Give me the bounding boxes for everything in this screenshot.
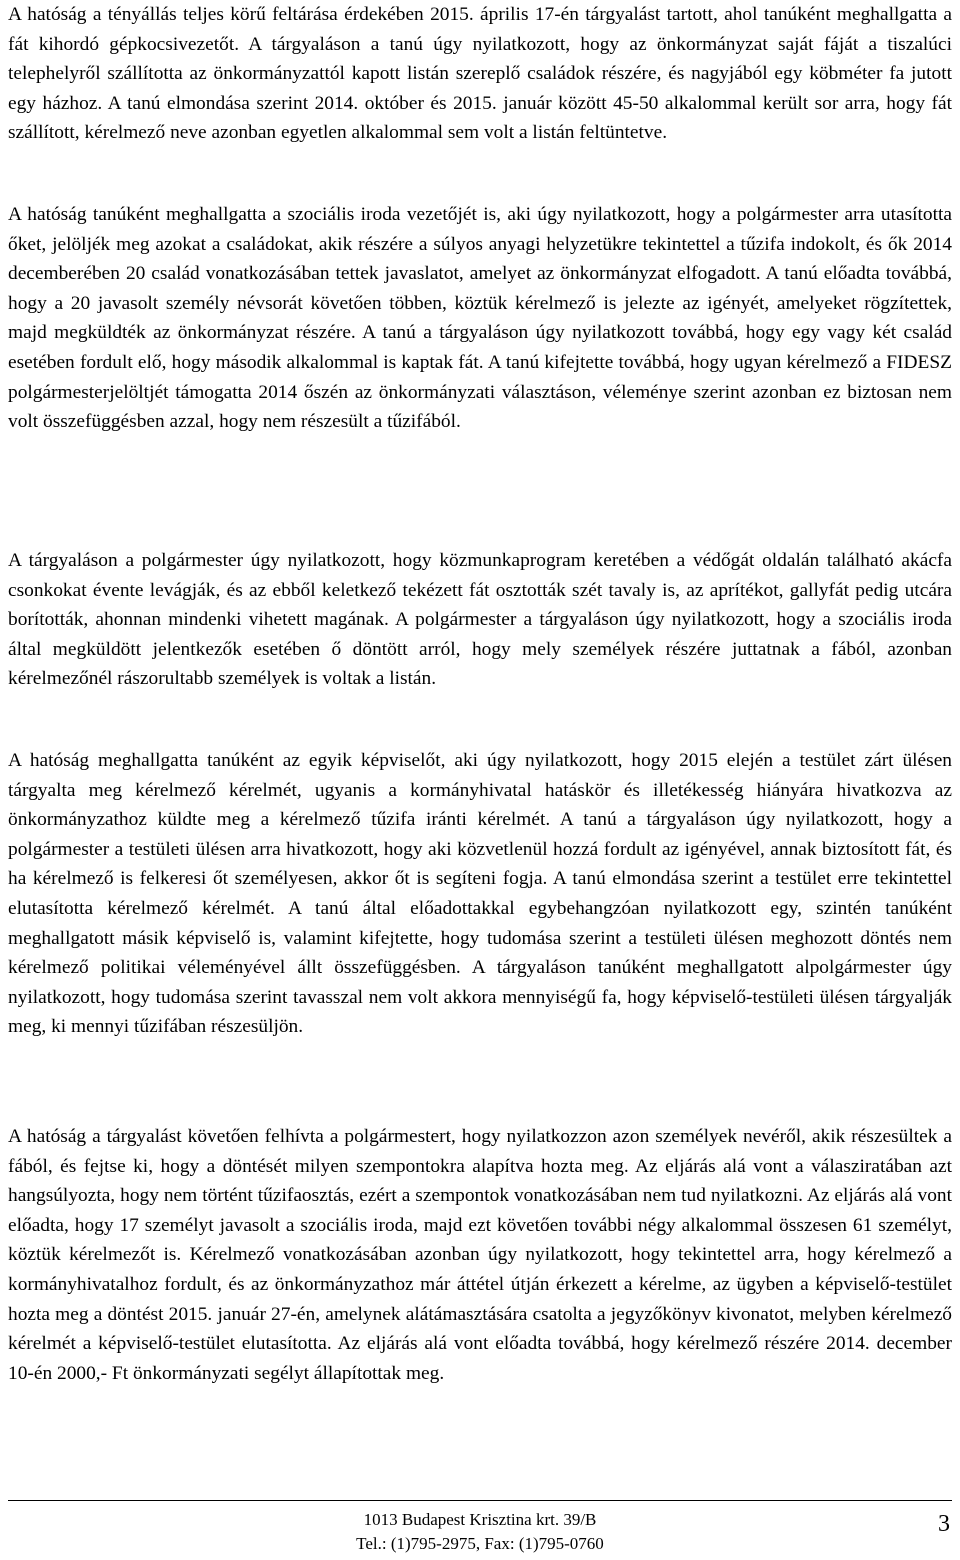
footer-address: 1013 Budapest Krisztina krt. 39/B [363, 1510, 597, 1529]
paragraph-4: A hatóság meghallgatta tanúként az egyik képviselőt, aki úgy nyilatkozott, hogy 2015 elején a testület zárt ülésen tárgyalta meg kérelmező kérelmét, ugyanis a kormányhivatal hatáskör és illetékesség hiányára hivatkozva az önkormányzathoz küldte meg a kérelmező tűzifa iránti kérelmét. A tanú a tárgyaláson úgy nyilatkozott, hogy a polgármester a testületi ülésen arra hivatkozott, hogy aki közvetlenül hozzá fordult az igényével, annak biztosított fát, és ha kérelmező is felkeresi őt személyesen, akkor őt is segíteni fogja. A tanú elmondása szerint a testület erre tekintettel elutasította kérelmező kérelmét. A tanú által előadottakkal egybehangzóan nyilatkozott egy, szintén tanúként meghallgatott másik képviselő is, valamint kifejtette, hogy tudomása szerint a testületi ülésen meghozott döntés nem kérelmező politikai véleményével állt összefüggésben. A tárgyaláson tanúként meghallgatott alpolgármester úgy nyilatkozott, hogy tudomása szerint tavasszal nem volt akkora mennyiségű fa, hogy képviselő-testületi ülésen tárgyalják meg, ki mennyi tűzifában részesüljön. [8, 750, 952, 1038]
page-footer [0, 1508, 960, 1556]
paragraph-1: A hatóság a tényállás teljes körű feltárása érdekében 2015. április 17-én tárgyalást tartott, ahol tanúként meghallgatta a fát kihordó gépkocsivezetőt. A tárgyaláson a tanú úgy nyilatkozott, hogy az önkormányzat saját fáját a tiszalúci telephelyről szállította az önkormányzattól kapott listán szereplő családok részére, és nagyjából egy köbméter fa jutott egy házhoz. A tanú elmondása szerint 2014. október és 2015. január között 45-50 alkalommal került sor arra, hogy fát szállított, kérelmező neve azonban egyetlen alkalommal sem volt a listán feltüntetve. [8, 4, 952, 144]
paragraph-3: A tárgyaláson a polgármester úgy nyilatkozott, hogy közmunkaprogram keretében a védőgát oldalán található akácfa csonkokat évente levágják, és az ebből keletkező tekézett fát osztották szét tavaly is, az aprítékot, gallyfát pedig utcára borították, ahonnan mindenki vihetett magának. A polgármester a tárgyaláson úgy nyilatkozott, hogy a szociális iroda által megküldött jelentkezők esetében ő döntött arról, hogy mely személyek részére juttatnak a fából, azonban kérelmezőnél rászorultabb személyek is voltak a listán. [8, 550, 952, 690]
footer-contact: Tel.: (1)795-2975, Fax: (1)795-0760 [356, 1534, 604, 1553]
paragraph-5: A hatóság a tárgyalást követően felhívta a polgármestert, hogy nyilatkozzon azon személyek nevéről, akik részesültek a fából, és fejtse ki, hogy a döntését milyen szempontokra alapítva hozta meg. Az eljárás alá vont a válasziratában azt hangsúlyozta, hogy nem történt tűzifaosztás, ezért a szempontok vonatkozásában nem tud nyilatkozni. Az eljárás alá vont előadta, hogy 17 személyt javasolt a szociális iroda, majd ezt követően további négy alkalommal összesen 61 személyt, köztük kérelmezőt is. Kérelmező vonatkozásában azonban úgy nyilatkozott, hogy tekintettel arra, hogy kérelmező a kormányhivatalhoz fordult, és az önkormányzathoz már áttétel útján érkezett a kérelme, az ügyben a képviselő-testület hozta meg a döntést 2015. január 27-én, amelynek alátámasztására csatolta a jegyzőkönyv kivonatot, melyben kérelmező kérelmét a képviselő-testület elutasította. Az eljárás alá vont előadta továbbá, hogy kérelmező részére 2014. december 10-én 2000,- Ft önkormányzati segélyt állapítottak meg. [8, 1126, 952, 1384]
page-number: 3 [938, 1511, 950, 1537]
footer-divider [8, 1500, 952, 1501]
paragraph-2: A hatóság tanúként meghallgatta a szociális iroda vezetőjét is, aki úgy nyilatkozott, hogy a polgármester arra utasította őket, jelöljék meg azokat a családokat, akik részére a súlyos anyagi helyzetükre tekintettel a tűzifa indokolt, és ők 2014 decemberében 20 család vonatkozásában tettek javaslatot, amelyet az önkormányzat elfogadott. A tanú előadta továbbá, hogy a 20 javasolt személy névsorát követően többen, köztük kérelmező is jelezte az igényét, amelyeket rögzítettek, majd megküldték az önkormányzat részére. A tanú a tárgyaláson úgy nyilatkozott továbbá, hogy egy vagy két család esetében fordult elő, hogy második alkalommal is kaptak fát. A tanú kifejtette továbbá, hogy ugyan kérelmező a FIDESZ polgármesterjelöltjét támogatta 2014 őszén az önkormányzati választáson, véleménye szerint azonban ez biztosan nem volt összefüggésben azzal, hogy nem részesült a tűzifából. [8, 204, 952, 433]
